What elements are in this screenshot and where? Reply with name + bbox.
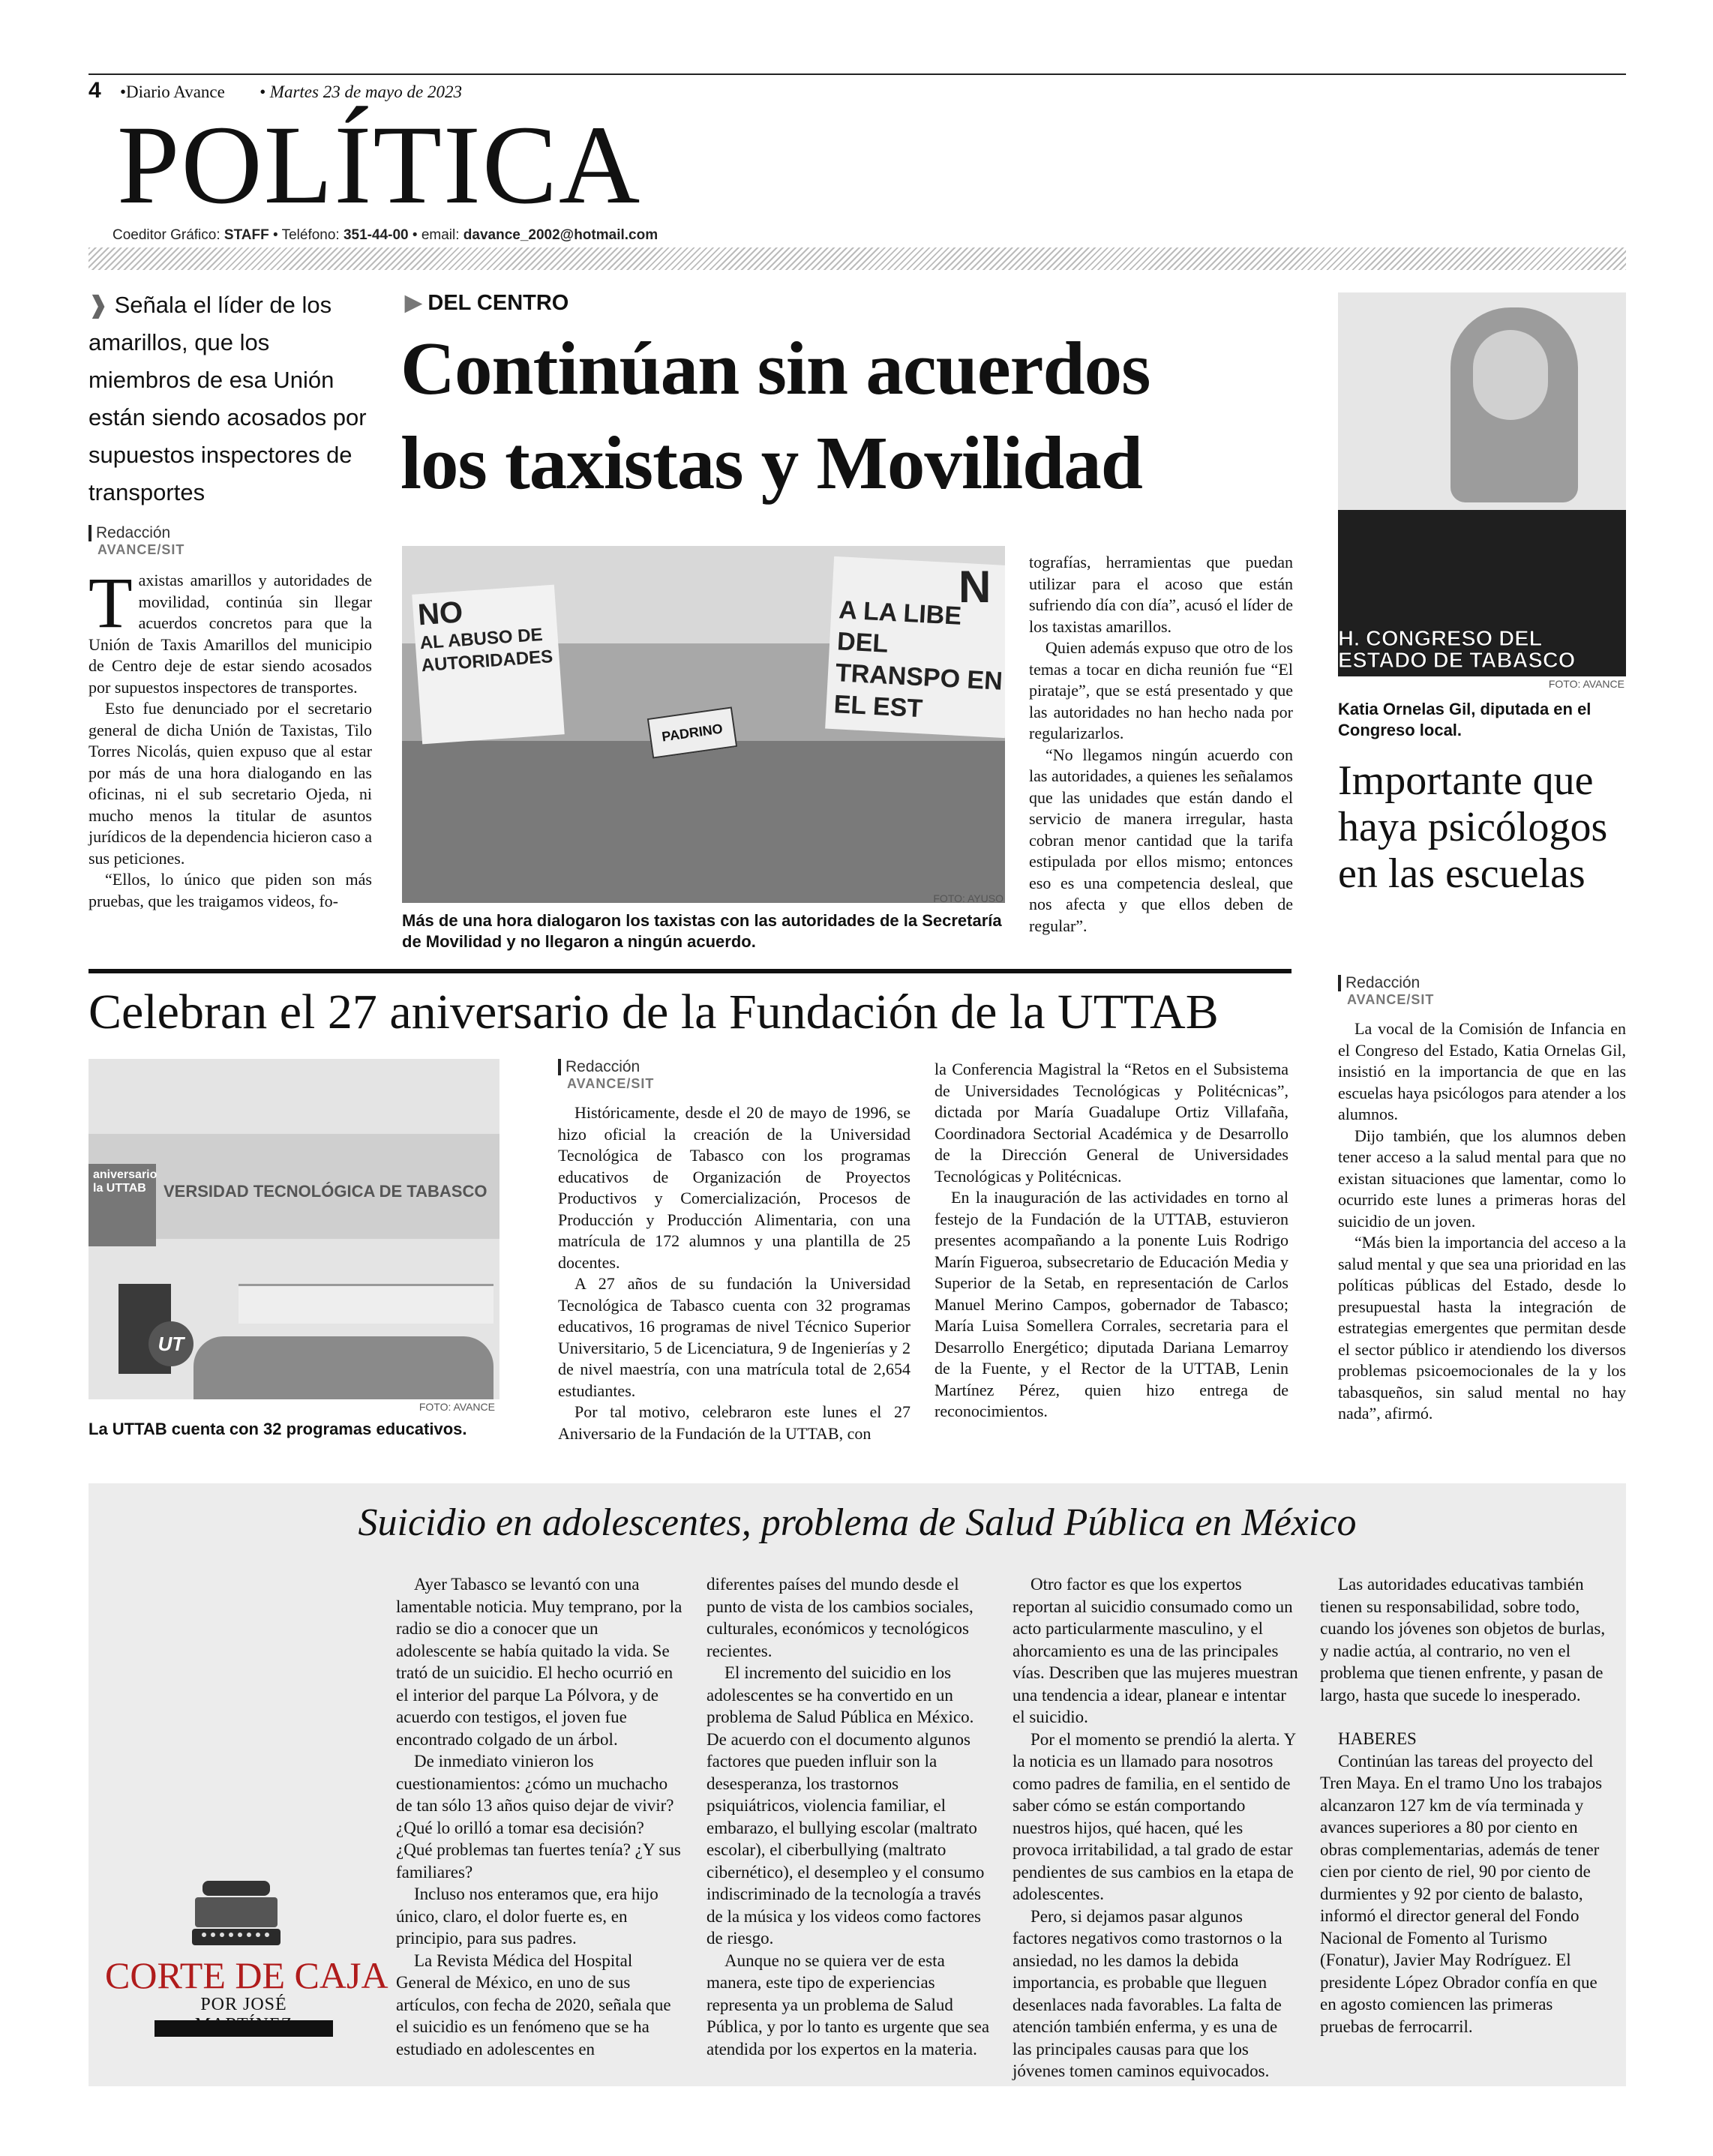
column-col-4 (1320, 1573, 1608, 2038)
congress-photo-credit: FOTO: AVANCE (1548, 678, 1624, 690)
taxi-kicker (405, 289, 568, 316)
column-paragraph: Continúan las tareas del proyecto del Tren Maya. En el tramo Uno los trabajos alcanzaron 127 km de vía terminada y avances superiores a 80 por ciento en obras complementarias, además de tener cien por ciento de riel, 90 por ciento de durmientes y 92 por ciento de balasto, informó el director general del Fondo Nacional de Fomento al Turismo (Fonatur), Javier May Rodríguez. El presidente López Obrador confía en que en agosto comiencen las primeras pruebas de ferrocarril. (1320, 1751, 1603, 2036)
paper-name: •Diario Avance (120, 82, 225, 101)
podium-banner-text: ESTADO DE TABASCO (1338, 649, 1576, 673)
taxi-paragraph: Quien además expuso que otro de los temas a tocar en dicha reunión fue “El pirataje”, que se está presentado y que las autoridades no han hecho nada por regularizarlos. (1029, 638, 1293, 742)
padrino-sign: PADRINO (647, 706, 737, 758)
column-paragraph: La Revista Médica del Hospital General de México, en uno de sus artículos, con fecha de 2020, señala que el suicidio es un fenómeno que se ha estudiado en adolescentes en (396, 1951, 671, 2059)
protest-banner: A LA LIBE DEL TRANSPO EN EL EST (825, 556, 1005, 738)
column-col-3 (1012, 1573, 1299, 2083)
head-table (238, 1284, 494, 1324)
taxi-byline (88, 525, 184, 558)
email-label: • email: (412, 227, 460, 243)
byline-name: Redacción (88, 525, 184, 541)
psych-paragraph: La vocal de la Comisión de Infancia en el Congreso del Estado, Katia Ornelas Gil, insistió en la importancia de que en las escuelas haya psicólogos para atender a los alumnos. (1338, 1019, 1626, 1123)
plants (194, 1336, 494, 1399)
taxi-summary (88, 286, 374, 511)
uttab-byline (558, 1059, 654, 1092)
uttab-paragraph: Históricamente, desde el 20 de mayo de 1996, se hizo oficial la creación de la Universidad Tecnológica de Tabasco con los programas educativos de Organización de Proyectos Productivos y Comercialización, Procesos de Producción y Producción Alimentaria, con una matrícula de 172 alumnos y una plantilla de 25 docentes. (558, 1103, 910, 1272)
taxi-photo-caption: Más de una hora dialogaron los taxistas con las autoridades de la Secretaría de Movilidad y no llegaron a ningún acuerdo. (402, 911, 1002, 951)
taxi-headline-line: Continúan sin acuerdos (400, 326, 1150, 410)
column-logo-title: CORTE DE CAJA (105, 1954, 388, 1996)
uttab-paragraph: A 27 años de su fundación la Universidad Tecnológica de Tabasco cuenta con 32 programas educativos, 16 programas de nivel Técnico Superior Universitario, 5 de Licenciatura, 9 de Ingenierías y 2 de nivel maestría, con una matrícula total de 2,654 estudiantes. (558, 1274, 910, 1400)
taxi-paragraph: axistas amarillos y autoridades de movilidad, continúa sin llegar acuerdos concretos para que la Unión de Taxis Amarillos del municipio de Centro deje de estar siendo acosados por supuestos inspectores de transportes. (88, 571, 372, 697)
page-date: • Martes 23 de mayo de 2023 (260, 82, 462, 101)
podium-banner-text: H. CONGRESO DEL (1338, 627, 1543, 651)
uttab-headline: Celebran el 27 aniversario de la Fundación de la UTTAB (88, 985, 1219, 1039)
column-subhead: HABERES (1338, 1729, 1417, 1748)
protest-sign-text: NO (416, 595, 464, 632)
byline-org: AVANCE/SIT (1347, 992, 1435, 1007)
phone-label: • Teléfono: (273, 227, 340, 243)
column-paragraph: Las autoridades educativas también tienen su responsabilidad, sobre todo, cuando los jóvenes son objetos de burlas, y nadie actúa, al contrario, no ven el problema que tienen enfrente, y pasan de largo, hasta que sucede lo inesperado. (1320, 1575, 1606, 1705)
column-logo-bar (154, 2020, 333, 2037)
column-paragraph: Por el momento se prendió la alerta. Y la noticia es un llamado para nosotros como padres de familia, en el sentido de saber cómo se están comportando nuestros hijos, qué hacen, qué les provoca irritabilidad, a tal grado de estar pendientes de sus cambios en la etapa de adolescentes. (1012, 1729, 1296, 1903)
byline-org: AVANCE/SIT (98, 542, 185, 557)
column-paragraph: diferentes países del mundo desde el punto de vista de los cambios sociales, culturales, económicos y tecnológicos recientes. (706, 1575, 974, 1660)
congress-photo (1338, 292, 1626, 676)
section-title: POLÍTICA (117, 103, 642, 227)
psych-paragraph: “Más bien la importancia del acceso a la salud mental y que sea una prioridad en las políticas públicas del Estado, desde lo presupuestal hasta la integración de estrategias emergentes que permitan desde el sector público ir atendiendo los diversos problemas psicoemocionales de la y los tabasqueños, sin salud mental no hay nada”, afirmó. (1338, 1233, 1626, 1423)
uttab-caption: La UTTAB cuenta con 32 programas educativos. (88, 1420, 467, 1438)
taxi-headline-line: los taxistas y Movilidad (400, 421, 1142, 505)
column-paragraph: Ayer Tabasco se levantó con una lamentable noticia. Muy temprano, por la radio se dio a conocer que un adolescente se había quitado la vida. Se trató de un suicidio. El hecho ocurrió en el interior del parque La Pólvora, y de acuerdo con testigos, el joven fue encontrado colgado de un árbol. (396, 1575, 682, 1749)
uttab-photo (88, 1059, 500, 1399)
taxi-headline (400, 321, 1150, 510)
uttab-paragraph: la Conferencia Magistral la “Retos en el Subsistema de Universidades Tecnológicas y Politécnicas”, dictada por María Guadalupe Ortiz Villafaña, Coordinadora Sectorial Académica y de Desarrollo de la Dirección General de Universidades Tecnológicas y Politécnicas. (934, 1060, 1288, 1186)
protest-sign (412, 585, 564, 745)
credits-line (112, 227, 658, 244)
column-col-2 (706, 1573, 992, 2060)
taxi-dropcap: T (88, 562, 133, 643)
congress-caption: Katia Ornelas Gil, diputada en el Congreso local. (1338, 700, 1592, 739)
phone-number: 351-44-00 (343, 227, 409, 243)
column-col-1 (396, 1573, 682, 2060)
column-paragraph: Incluso nos enteramos que, era hijo único, claro, el dolor fuerte es, en principio, para sus padres. (396, 1885, 658, 1948)
section-divider (88, 969, 1292, 973)
byline-name: Redacción (1338, 975, 1434, 991)
kicker-text: DEL CENTRO (428, 291, 569, 315)
uttab-photo-credit: FOTO: AVANCE (418, 1401, 495, 1413)
photo-crowd (402, 741, 1005, 903)
taxi-paragraph: tografías, herramientas que puedan utilizar para el acoso que están sufriendo día con día”, acusó el líder de los taxistas amarillos. (1029, 553, 1293, 636)
protest-sign-text: AL ABUSO DE AUTORIDADES (418, 624, 554, 676)
podium-banner (1338, 628, 1626, 672)
column-paragraph: El incremento del suicidio en los adolescentes se ha convertido en un problema de Salud Pública en México. De acuerdo con el documento algunos factores que pueden influir son la desesperanza, los trastornos psiquiátricos, violencia familiar, el embarazo, el bullying escolar (maltrato escolar), el ciberbullying (maltrato cibernético), el desempleo y el consumo indiscriminado de la tecnología a través de la música y los videos como factores de riesgo. (706, 1663, 985, 1948)
top-rule (88, 73, 1626, 75)
credits-label: Coeditor Gráfico: (112, 227, 220, 243)
psych-body (1338, 1018, 1626, 1425)
column-paragraph: De inmediato vinieron los cuestionamientos: ¿cómo un muchacho de tan sólo 13 años quiso dejar de vivir? ¿Qué lo orilló a tomar esa decisión? ¿Qué problemas tan fuertes tenía? ¿Y sus familiares? (396, 1752, 681, 1882)
speaker-face (1473, 330, 1548, 420)
taxi-protest-photo (402, 546, 1005, 903)
column-paragraph: Pero, si dejamos pasar algunos factores negativos como trastornos o la ansiedad, no les damos la debida importancia, es probable que lleguen desenlaces nada favorables. La falta de atención también enferma, y es una de las principales causas para que los jóvenes tomen caminos equivocados. (1012, 1906, 1282, 2080)
taxi-col-1 (88, 562, 372, 912)
taxi-summary-text: Señala el líder de los amarillos, que los miembros de esa Unión están siendo acosados por supuestos inspectores de transportes (88, 292, 367, 505)
ut-logo: UT (148, 1321, 194, 1366)
column-paragraph: Otro factor es que los expertos reportan al suicidio consumado como un acto particularmente masculino, y el ahorcamiento es una de las principales vías. Describen que las mujeres muestran una tendencia a idear, planear e intentar el suicidio. (1012, 1575, 1298, 1726)
summary-marker-icon: ❱ (88, 292, 108, 318)
taxi-paragraph: “No llegamos ningún acuerdo con las autoridades, a quienes les señalamos que las unidades que están dando el servicio de manera irregular, hasta cobran menor cantidad que la tarifa estipulada por ellos mismo; entonces eso es una competencia desleal, que nos afecta y que ellos deben de regular”. (1029, 745, 1293, 935)
page-number: 4 (88, 78, 101, 103)
header-stripe (88, 247, 1626, 270)
kicker-arrow-icon: ▶ (405, 291, 422, 315)
psych-paragraph: Dijo también, que los alumnos deben tener acceso a la salud mental para que no existan situaciones que lamentar, como lo ocurrido este lunes a primeras horas del suicidio de un joven. (1338, 1126, 1626, 1231)
typewriter-icon (188, 1875, 285, 1950)
taxi-paragraph: Esto fue denunciado por el secretario general de dicha Unión de Taxistas, Tilo Torres Nicolás, quien expuso que al estar por más de una hora dialogando en las oficinas, ni el sub secretario Ojeda, ni mucho menos la titular de asuntos jurídicos de la dependencia hicieron caso a sus peticiones. (88, 699, 372, 868)
column-logo-author: POR JOSÉ (200, 1995, 287, 2014)
taxi-col-2 (1029, 552, 1293, 937)
uttab-col-2 (934, 1059, 1288, 1423)
psych-byline (1338, 975, 1434, 1008)
uttab-paragraph: En la inauguración de las actividades en torno al festejo de la Fundación de la UTTAB, estuvieron presentes acompañando a la ponente Luis Rodrigo Marín Figueroa, subsecretario de Educación Media y Superior de la Setab, en representación de Carlos Manuel Merino Campos, gobernador de Tabasco; María Luisa Somellera Corrales, secretaria para el Desarrollo Energético; diputada Dariana Lemarroy de la Fuente, y el Rector de la UTTAB, Lenin Martínez Pérez, quien hizo entrega de reconocimientos. (934, 1188, 1288, 1420)
credits-staff: STAFF (224, 227, 269, 243)
taxi-photo-credit: FOTO: AYUSO (933, 892, 1004, 904)
email-address: davance_2002@hotmail.com (463, 227, 658, 243)
psych-headline: Importante que haya psicólogos en las escuelas (1338, 757, 1608, 897)
taxi-paragraph: “Ellos, lo único que piden son más pruebas, que les traigamos videos, fo- (88, 870, 372, 910)
byline-name: Redacción (558, 1059, 654, 1075)
uttab-paragraph: Por tal motivo, celebraron este lunes el 27 Aniversario de la Fundación de la UTTAB, con (558, 1402, 910, 1443)
protest-letter: N (958, 562, 992, 612)
wall-lettering: VERSIDAD TECNOLÓGICA DE TABASCO (164, 1182, 488, 1201)
byline-org: AVANCE/SIT (567, 1076, 655, 1091)
column-headline: Suicidio en adolescentes, problema de Salud Pública en México (358, 1501, 1357, 1544)
anniversary-banner: aniversario la UTTAB (88, 1164, 156, 1246)
column-paragraph: Aunque no se quiera ver de esta manera, este tipo de experiencias representa ya un problema de Salud Pública, y por lo tanto es urgente que sea atendida por los expertos en la materia. (706, 1951, 990, 2059)
uttab-col-1 (558, 1102, 910, 1444)
